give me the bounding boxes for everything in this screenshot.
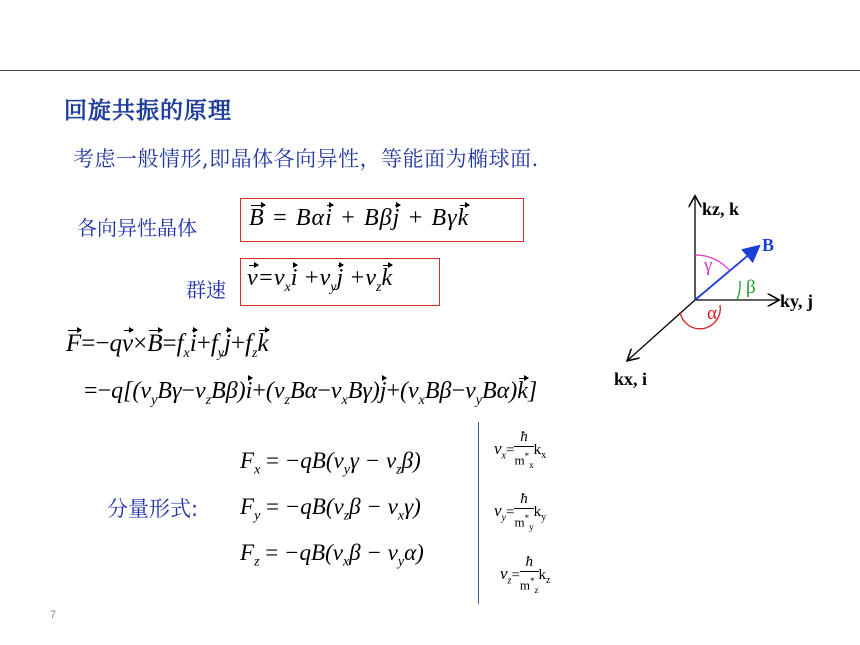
separator-line	[478, 422, 479, 604]
page-number: 7	[50, 609, 57, 621]
slide-subtitle: 考虑一般情形,即晶体各向异性，等能面为椭球面.	[73, 147, 539, 171]
equation-vx: $v_x=$ $\frac{ħ}{m^*_x}$ $k_x$	[494, 429, 547, 470]
label-axis-y: ky, j	[780, 291, 814, 311]
label-group-velocity: 群速	[186, 278, 226, 302]
equation-box-b-field	[240, 198, 524, 242]
arc-beta	[737, 281, 740, 300]
label-axis-z: kz, k	[702, 199, 740, 219]
slide-title: 回旋共振的原理	[64, 98, 232, 124]
label-anisotropic-crystal: 各向异性晶体	[77, 216, 197, 240]
equation-vz: $v_z=$ $\frac{ħ}{m^*_z}$ $k_z$	[500, 554, 551, 595]
equation-force-line-2: $=-q[(v_yB\gamma-v_zB\beta)i+(v_zB\alpha-v_xB\gamma)j+(v_xB\beta-v_yB\alpha)k]$	[84, 378, 538, 408]
equation-b-field: B = Bαi + Bβj + Bγk	[249, 205, 470, 231]
equation-fz: $F_z = -qB(v_x\beta - v_y\alpha)$	[240, 540, 424, 570]
coordinate-axes-diagram	[600, 185, 840, 395]
axis-x	[628, 300, 695, 360]
label-component-form: 分量形式:	[107, 497, 199, 521]
equation-fx: $F_x = -qB(v_y\gamma - v_z\beta)$	[240, 448, 421, 478]
arc-gamma	[695, 255, 730, 271]
equation-fy: $F_y = -qB(v_z\beta - v_x\gamma)$	[240, 494, 421, 524]
equation-velocity: $v=v_xi +v_yj +v_zk$	[247, 265, 393, 295]
label-vector-b: B	[762, 235, 775, 255]
label-beta: β	[746, 277, 756, 298]
label-alpha: α	[707, 303, 717, 324]
label-gamma: γ	[704, 255, 713, 276]
header-divider	[0, 70, 860, 71]
equation-vy: $v_y=$ $\frac{ħ}{m^*_y}$ $k_y$	[494, 491, 547, 532]
equation-force-line-1: $F=-qv\times B=f_xi+f_yj+f_zk$	[66, 330, 269, 361]
equation-box-velocity	[240, 258, 440, 306]
label-axis-x: kx, i	[614, 369, 648, 389]
